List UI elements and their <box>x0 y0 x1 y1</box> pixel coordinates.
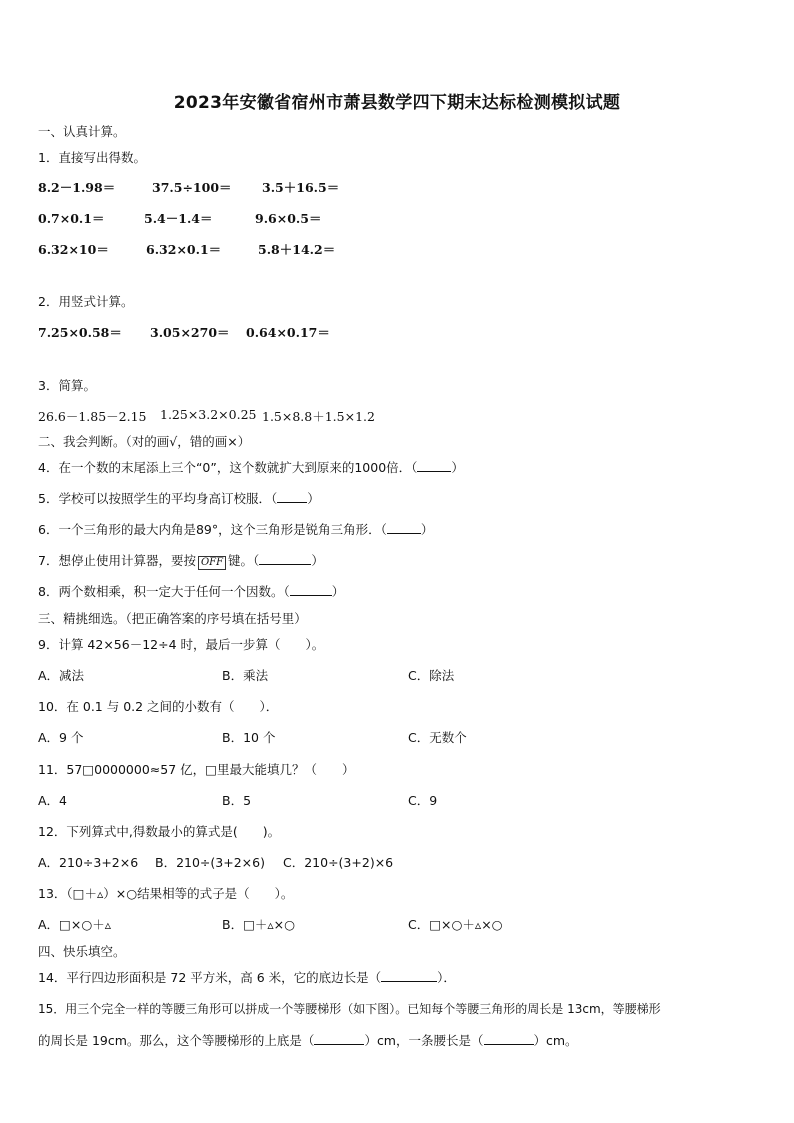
question-11: 11．57□0000000≈57 亿，□里最大能填几？（ ） <box>38 762 355 777</box>
q12-option-c[interactable]: C．210÷(3+2)×6 <box>283 855 394 870</box>
q10-option-a[interactable]: A．9 个 <box>38 730 84 745</box>
page-title: 2023年安徽省宿州市萧县数学四下期末达标检测模拟试题 <box>173 93 621 113</box>
off-key-icon: OFF <box>198 556 226 570</box>
question-15-text-b: ）cm，一条腰长是（ <box>364 1033 484 1048</box>
q1-r1-c1: 8.2－1.98＝ <box>38 180 116 195</box>
section-3-heading: 三、精挑细选。（把正确答案的序号填在括号里） <box>38 611 307 626</box>
q2-item-2: 3.05×270＝ <box>150 325 230 340</box>
question-15-text-c: ）cm。 <box>533 1033 578 1048</box>
q3-item-2: 1.25×3.2×0.25 <box>160 407 257 422</box>
question-2: 2．用竖式计算。 <box>38 294 134 309</box>
q9-option-a[interactable]: A．减法 <box>38 668 85 683</box>
q11-option-b[interactable]: B．5 <box>222 793 252 808</box>
answer-blank-7[interactable] <box>259 552 311 565</box>
q11-option-a[interactable]: A．4 <box>38 793 68 808</box>
question-6-text: 6．一个三角形的最大内角是89°，这个三角形是锐角三角形．（ <box>38 522 387 537</box>
answer-blank-15b[interactable] <box>484 1032 534 1045</box>
q1-r3-c2: 6.32×0.1＝ <box>146 242 222 257</box>
q13-option-b[interactable]: B．□＋▵×○ <box>222 917 296 932</box>
question-15-line-1: 15．用三个完全一样的等腰三角形可以拼成一个等腰梯形（如下图）。已知每个等腰三角形的周长是 13cm，等腰梯形 <box>38 1002 661 1016</box>
q1-r3-c1: 6.32×10＝ <box>38 242 109 257</box>
close-paren: ） <box>451 460 464 475</box>
q1-r2-c1: 0.7×0.1＝ <box>38 211 105 226</box>
answer-blank-5[interactable] <box>277 490 307 503</box>
q10-option-b[interactable]: B．10 个 <box>222 730 276 745</box>
answer-blank-8[interactable] <box>290 583 332 596</box>
question-8-text: 8．两个数相乘，积一定大于任何一个因数。（ <box>38 584 290 599</box>
question-10: 10．在 0.1 与 0.2 之间的小数有（ ）． <box>38 699 279 714</box>
q11-option-c[interactable]: C．9 <box>408 793 438 808</box>
question-15-line-2 <box>38 1031 578 1049</box>
answer-blank-4[interactable] <box>417 459 451 472</box>
question-5 <box>38 489 320 507</box>
question-4-text: 4．在一个数的末尾添上三个“0”，这个数就扩大到原来的1000倍．（ <box>38 460 418 475</box>
close-paren: ） <box>331 584 345 599</box>
question-14-end: ）． <box>437 970 456 985</box>
question-4 <box>38 458 464 476</box>
q3-item-1: 26.6－1.85－2.15 <box>38 409 147 424</box>
question-12: 12．下列算式中,得数最小的算式是( )。 <box>38 824 281 839</box>
question-15-text-a: 的周长是 19cm。那么，这个等腰梯形的上底是（ <box>38 1033 315 1048</box>
question-8 <box>38 582 344 600</box>
close-paren: ） <box>420 522 434 537</box>
q2-item-3: 0.64×0.17＝ <box>246 325 330 340</box>
q13-option-a[interactable]: A．□×○＋▵ <box>38 917 112 932</box>
question-13: 13．（□＋▵）×○结果相等的式子是（ ）。 <box>38 886 294 901</box>
question-9: 9．计算 42×56－12÷4 时，最后一步算（ ）。 <box>38 637 325 652</box>
q9-option-b[interactable]: B．乘法 <box>222 668 269 683</box>
q1-r2-c2: 5.4－1.4＝ <box>144 211 213 226</box>
q1-r1-c2: 37.5÷100＝ <box>152 180 232 195</box>
q1-r2-c3: 9.6×0.5＝ <box>255 211 322 226</box>
close-paren: ） <box>307 491 320 506</box>
question-1: 1．直接写出得数。 <box>38 150 146 165</box>
q3-item-3: 1.5×8.8＋1.5×1.2 <box>262 409 375 424</box>
answer-blank-6[interactable] <box>387 521 421 534</box>
question-7 <box>38 551 324 570</box>
q1-r1-c3: 3.5＋16.5＝ <box>262 180 340 195</box>
q2-item-1: 7.25×0.58＝ <box>38 325 122 340</box>
q12-option-b[interactable]: B．210÷(3+2×6) <box>155 855 265 870</box>
question-3: 3．简算。 <box>38 378 96 393</box>
q1-r3-c3: 5.8＋14.2＝ <box>258 242 336 257</box>
answer-blank-15a[interactable] <box>314 1032 364 1045</box>
question-5-text: 5．学校可以按照学生的平均身高订校服．（ <box>38 491 278 506</box>
question-7-text: 7．想停止使用计算器，要按 <box>38 553 196 568</box>
question-14-text: 14．平行四边形面积是 72 平方米，高 6 米，它的底边长是（ <box>38 970 382 985</box>
close-paren: ） <box>311 553 324 568</box>
question-7-text-b: 键。（ <box>228 553 260 568</box>
question-6 <box>38 520 433 538</box>
q10-option-c[interactable]: C．无数个 <box>408 730 467 745</box>
q13-option-c[interactable]: C．□×○＋▵×○ <box>408 917 503 932</box>
section-4-heading: 四、快乐填空。 <box>38 944 126 959</box>
section-1-heading: 一、认真计算。 <box>38 124 126 139</box>
answer-blank-14[interactable] <box>381 969 437 982</box>
question-14 <box>38 968 456 986</box>
q9-option-c[interactable]: C．除法 <box>408 668 455 683</box>
q12-option-a[interactable]: A．210÷3+2×6 <box>38 855 139 870</box>
section-2-heading: 二、我会判断。（对的画√，错的画×） <box>38 434 251 449</box>
